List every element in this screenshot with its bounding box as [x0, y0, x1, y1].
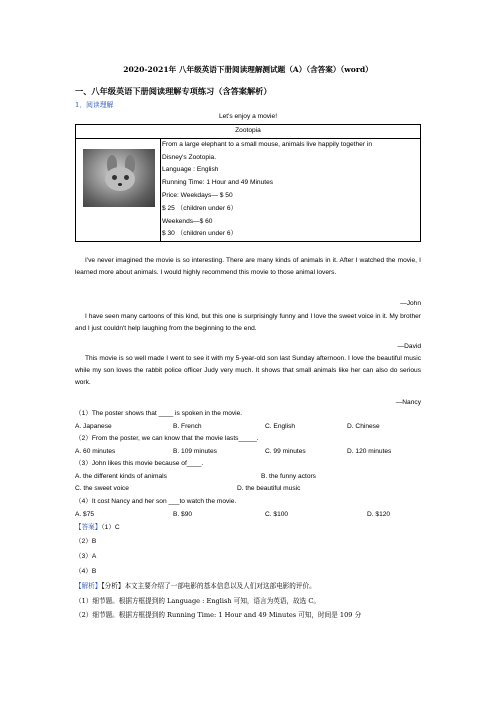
- option: A. $75: [75, 511, 95, 518]
- poster-table: [75, 124, 421, 242]
- option: A. 60 minutes: [75, 448, 116, 455]
- option: B. French: [173, 423, 202, 430]
- analysis-line: （1）细节题。根据方框提到的 Language : English 可知，语言为英语，故选 C。: [75, 597, 320, 605]
- analysis-label: 【解析】: [75, 582, 102, 590]
- question-stem: （2）From the poster, we can know that the movie lasts_____.: [75, 435, 259, 442]
- question-stem: （1）The poster shows that ____ is spoken in the movie.: [75, 410, 243, 417]
- poster-line: From a large elephant to a small mouse, animals live happily together in: [162, 140, 373, 148]
- option: C. English: [265, 423, 296, 430]
- option: A. the different kinds of animals: [75, 473, 167, 480]
- poster-line: Running Time: 1 Hour and 49 Minutes: [162, 179, 274, 187]
- option: D. the beautiful music: [237, 485, 301, 492]
- section-heading: 一、八年级英语下册阅读理解专项练习（含答案解析）: [75, 86, 272, 96]
- review-author: —Nancy: [395, 399, 421, 406]
- option: D. $120: [367, 511, 391, 518]
- review-nancy: This movie is so well made I went to see it with my 5-year-old son last Sunday afternoon. I love the beautiful music while my son loves the rabbit police officer Judy very much. It shows that small animals like her can also do serious work.: [75, 355, 421, 386]
- doc-title: 2020-2021年 八年级英语下册阅读理解测试题（A）（含答案）（word）: [123, 65, 373, 74]
- zootopia-photo-icon: [83, 149, 155, 207]
- option: A. Japanese: [75, 423, 112, 430]
- poster-line: Price: Weekdays— $ 50: [162, 191, 233, 199]
- poster-line: Disney's Zootopia.: [162, 153, 217, 161]
- option: C. 99 minutes: [265, 448, 306, 455]
- option: D. 120 minutes: [347, 448, 392, 455]
- answer-block: [75, 523, 120, 532]
- option: B. 109 minutes: [173, 448, 217, 455]
- option: B. $90: [173, 511, 193, 518]
- question-stem: （3）John likes this movie because of____.: [75, 460, 204, 467]
- answer-line: （4）B: [75, 568, 97, 575]
- poster-title: Zootopia: [235, 127, 261, 134]
- review-author: —John: [400, 300, 421, 307]
- item-label: 1．阅读理解: [75, 101, 114, 109]
- question-stem: （4）It cost Nancy and her son ___to watch the movie.: [75, 498, 237, 505]
- answer-label: 【答案】: [75, 523, 102, 531]
- option: D. Chinese: [347, 423, 380, 430]
- poster-line: Weekends—$ 60: [162, 217, 213, 225]
- analysis-line: （2）细节题。根据方框提到的 Running Time: 1 Hour and 49 Minutes 可知，时间是 109 分: [75, 611, 362, 619]
- answer-line: （3）A: [75, 553, 97, 560]
- poster-line: $ 30 （children under 6）: [162, 230, 238, 238]
- review-author: —David: [397, 343, 421, 350]
- option: C. the sweet voice: [75, 485, 129, 492]
- answer-line: （2）B: [75, 538, 97, 545]
- review-david: I have seen many cartoons of this kind, but this one is surprisingly funny and I love the sweet voice in it. My brother and I just couldn't help laughing from the beginning to the end.: [75, 313, 421, 332]
- analysis-intro: 【分析】本文主要介绍了一部电影的基本信息以及人们对这部电影的评价。: [101, 582, 316, 590]
- option: C. $100: [265, 511, 289, 518]
- answer-line: （1）C: [101, 524, 120, 531]
- poster-caption: Let's enjoy a movie!: [218, 113, 278, 120]
- analysis-block: [75, 582, 316, 591]
- option: B. the funny actors: [261, 473, 316, 480]
- poster-line: Language : English: [162, 166, 219, 174]
- review-john: I've never imagined the movie is so interesting. There are many kinds of animals in it. After I watched the movie, I learned more about animals. I would highly recommend this movie to those animal lovers.: [75, 257, 421, 276]
- poster-line: $ 25 （children under 6）: [162, 204, 238, 212]
